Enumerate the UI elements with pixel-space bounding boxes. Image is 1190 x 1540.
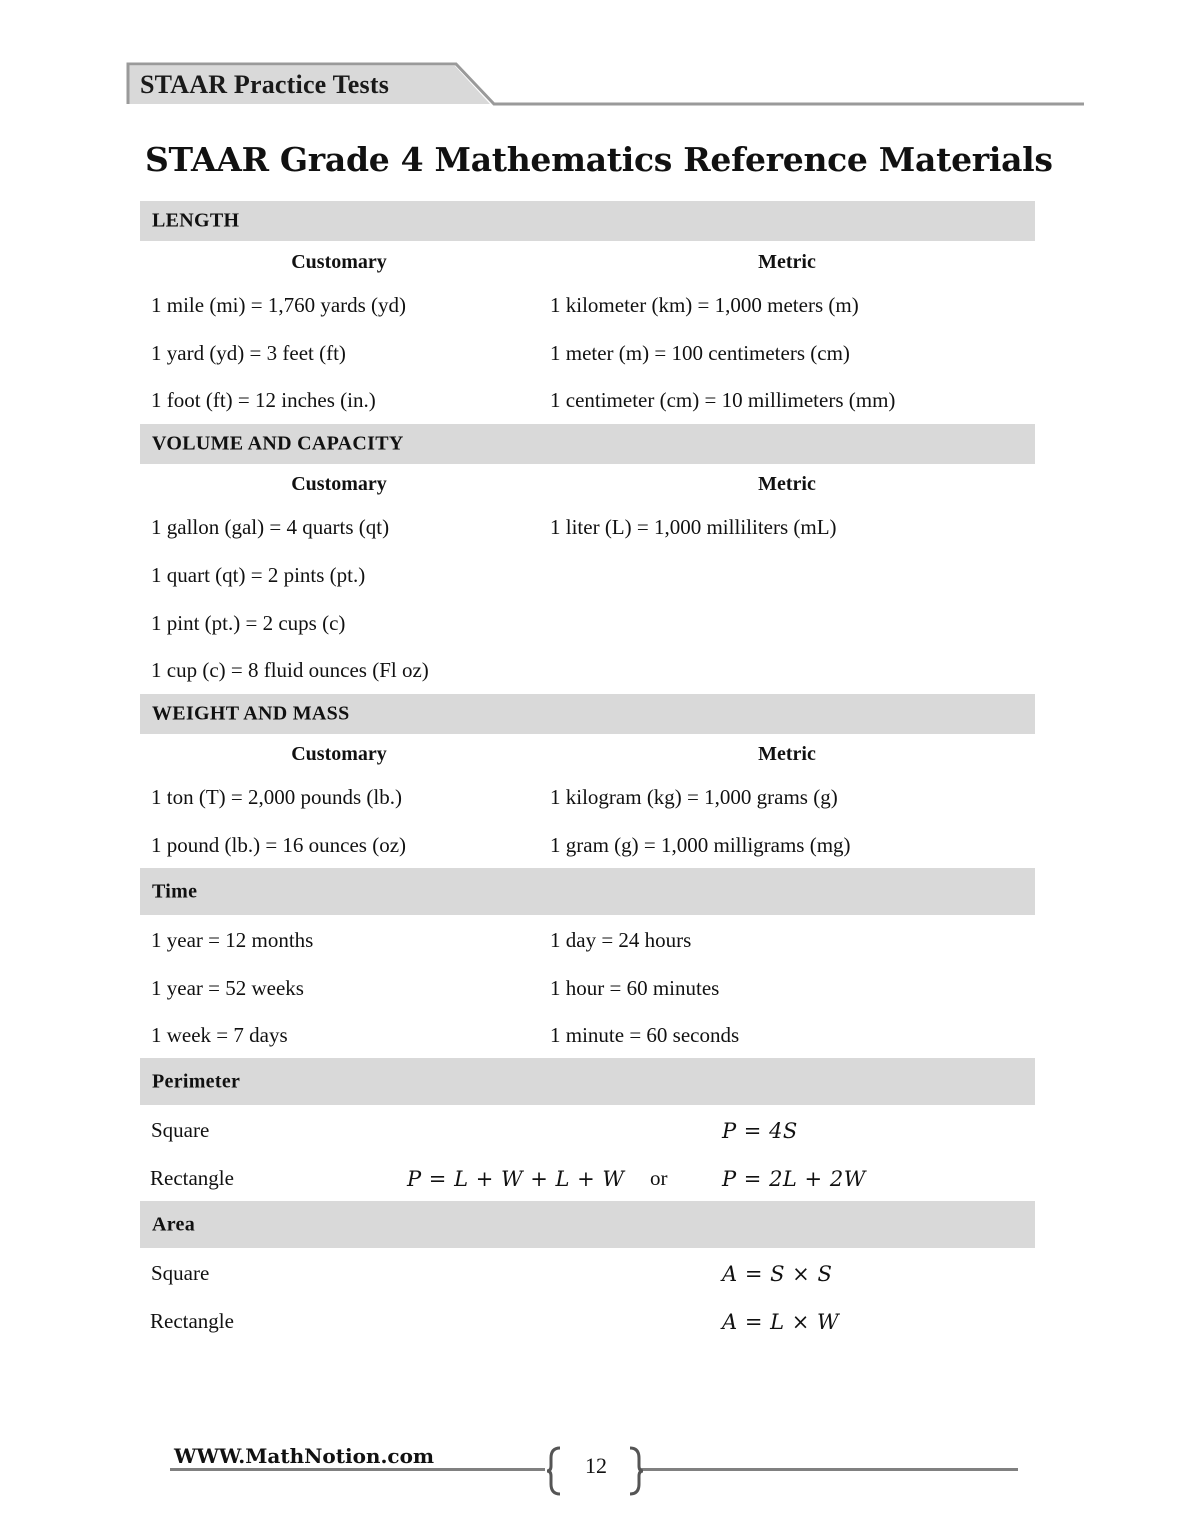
volume-customary-row: 1 quart (qt) = 2 pints (pt.): [151, 563, 366, 587]
weight-customary-row: 1 pound (lb.) = 16 ounces (oz): [151, 833, 407, 857]
column-header-metric: Metric: [758, 743, 816, 765]
area-rectangle-label: Rectangle: [150, 1309, 234, 1333]
time-row: 1 day = 24 hours: [550, 928, 692, 952]
length-metric-row: 1 kilometer (km) = 1,000 meters (m): [550, 293, 859, 317]
perimeter-or: or: [650, 1166, 668, 1190]
section-heading: Time: [152, 880, 198, 902]
length-customary-row: 1 foot (ft) = 12 inches (in.): [151, 388, 376, 412]
area-rectangle-formula: A = L × W: [722, 1310, 840, 1334]
weight-metric-row: 1 kilogram (kg) = 1,000 grams (g): [550, 785, 838, 809]
time-row: 1 year = 12 months: [151, 928, 314, 952]
length-customary-row: 1 mile (mi) = 1,760 yards (yd): [151, 293, 407, 317]
column-header-customary: Customary: [291, 743, 387, 765]
header-title: STAAR Practice Tests: [140, 70, 390, 99]
volume-metric-row: 1 liter (L) = 1,000 milliliters (mL): [550, 515, 837, 539]
column-header-customary: Customary: [291, 473, 387, 495]
length-metric-row: 1 meter (m) = 100 centimeters (cm): [550, 341, 850, 365]
section-perimeter: [140, 1058, 1035, 1105]
footer-rule-left: [170, 1468, 545, 1471]
section-heading: WEIGHT AND MASS: [152, 702, 350, 725]
section-time: [140, 868, 1035, 915]
section-heading: Perimeter: [152, 1070, 241, 1092]
perimeter-rectangle-formula: P = L + W + L + W: [407, 1167, 625, 1191]
time-row: 1 year = 52 weeks: [151, 976, 304, 1000]
volume-customary-row: 1 gallon (gal) = 4 quarts (qt): [151, 515, 390, 539]
section-length: [140, 201, 1035, 241]
footer-website: WWW.MathNotion.com: [174, 1444, 435, 1468]
header-tab: [0, 0, 1190, 110]
page-title: STAAR Grade 4 Mathematics Reference Materials: [145, 140, 1053, 179]
area-square-label: Square: [151, 1261, 210, 1285]
length-customary-row: 1 yard (yd) = 3 feet (ft): [151, 341, 346, 365]
area-square-formula: A = S × S: [722, 1262, 833, 1286]
column-header-metric: Metric: [758, 251, 816, 273]
page-number-bracket-right: [628, 1446, 644, 1496]
perimeter-rectangle-formula-alt: P = 2L + 2W: [722, 1167, 866, 1191]
section-heading: Area: [152, 1213, 196, 1235]
time-row: 1 minute = 60 seconds: [550, 1023, 740, 1047]
volume-customary-row: 1 cup (c) = 8 fluid ounces (Fl oz): [151, 658, 429, 682]
section-heading: LENGTH: [152, 209, 240, 232]
time-row: 1 week = 7 days: [151, 1023, 288, 1047]
section-area: [140, 1201, 1035, 1248]
weight-customary-row: 1 ton (T) = 2,000 pounds (lb.): [151, 785, 402, 809]
time-row: 1 hour = 60 minutes: [550, 976, 720, 1000]
volume-customary-row: 1 pint (pt.) = 2 cups (c): [151, 611, 346, 635]
column-header-metric: Metric: [758, 473, 816, 495]
perimeter-square-formula: P = 4S: [722, 1119, 798, 1143]
weight-metric-row: 1 gram (g) = 1,000 milligrams (mg): [550, 833, 851, 857]
column-header-customary: Customary: [291, 251, 387, 273]
section-volume-capacity: [140, 424, 1035, 464]
footer-rule-right: [640, 1468, 1018, 1471]
page-number: 12: [585, 1453, 607, 1478]
length-metric-row: 1 centimeter (cm) = 10 millimeters (mm): [550, 388, 896, 412]
perimeter-rectangle-label: Rectangle: [150, 1166, 234, 1190]
section-weight-mass: [140, 694, 1035, 734]
section-heading: VOLUME AND CAPACITY: [152, 432, 404, 455]
perimeter-square-label: Square: [151, 1118, 210, 1142]
